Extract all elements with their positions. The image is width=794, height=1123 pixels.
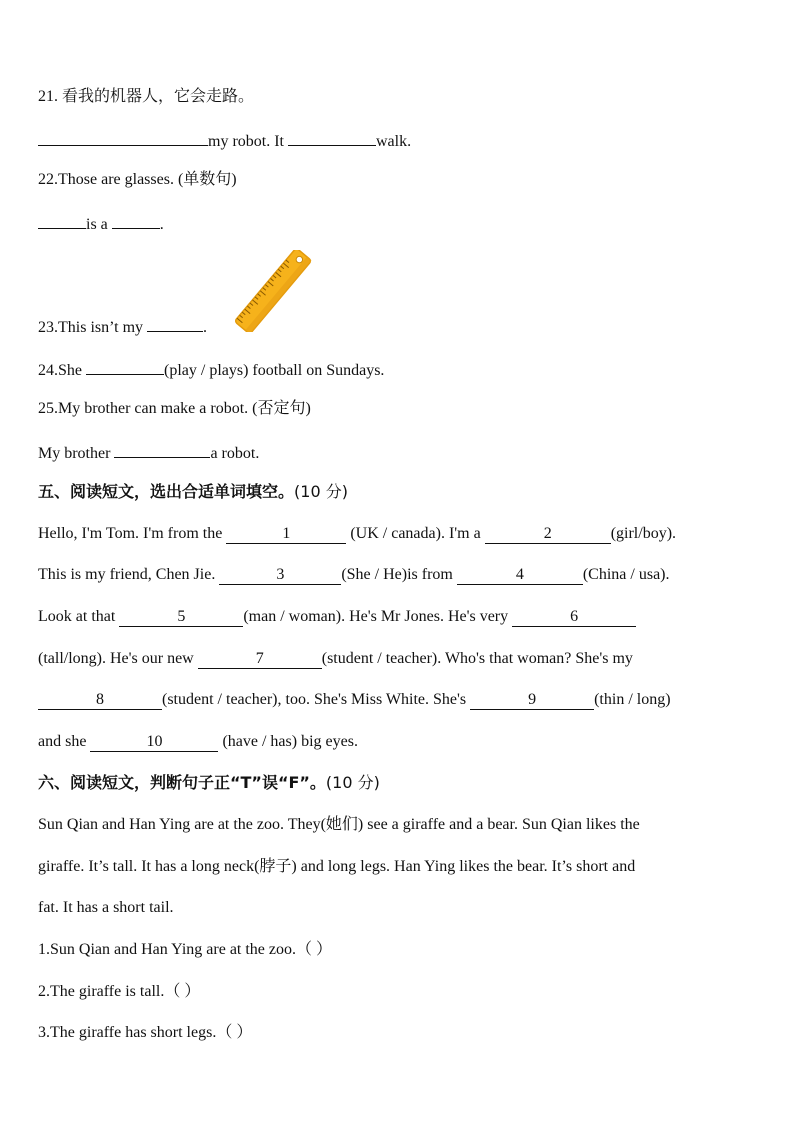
- passage-text: Hello, I'm Tom. I'm from the: [38, 525, 227, 542]
- q24-start: 24.She: [38, 362, 86, 379]
- passage-text: (tall/long). He's our new: [38, 650, 198, 667]
- q21-prompt: 21. 看我的机器人，它会走路。: [38, 88, 255, 105]
- answer-blank[interactable]: [112, 212, 160, 229]
- section5-title: 五、阅读短文，选出合适单词填空。: [38, 482, 295, 501]
- passage-text: (man / woman). He's Mr Jones. He's very: [243, 608, 513, 625]
- answer-paren[interactable]: （ ）: [216, 1024, 253, 1041]
- answer-blank[interactable]: [147, 315, 203, 332]
- q21-answer-line: [38, 129, 411, 152]
- blank-8[interactable]: 8: [38, 691, 162, 710]
- passage5-line-3: [38, 607, 636, 627]
- q24-end: (play / plays) football on Sundays.: [164, 362, 385, 379]
- blank-6[interactable]: 6: [512, 608, 636, 627]
- q21-answer-end: walk.: [376, 133, 412, 150]
- passage-text: This is my friend, Chen Jie.: [38, 566, 220, 583]
- answer-blank[interactable]: [86, 358, 164, 375]
- passage6-line-1: Sun Qian and Han Ying are at the zoo. They(她们) see a giraffe and a bear. Sun Qian likes the: [38, 816, 640, 833]
- passage5-line-6: [38, 732, 358, 752]
- answer-paren[interactable]: （ ）: [164, 983, 201, 1000]
- passage-text: (UK / canada). I'm a: [346, 525, 485, 542]
- tf-question-text: 3.The giraffe has short legs.: [38, 1024, 217, 1041]
- answer-blank[interactable]: [288, 129, 376, 146]
- q25-answer-line: [38, 441, 259, 464]
- answer-blank[interactable]: [114, 441, 210, 458]
- blank-1[interactable]: 1: [226, 525, 346, 544]
- tf-question-text: 2.The giraffe is tall.: [38, 983, 165, 1000]
- q25-answer-end: a robot.: [210, 445, 260, 462]
- passage-text: and she: [38, 733, 91, 750]
- passage5-line-2: [38, 565, 670, 585]
- tf-question-text: 1.Sun Qian and Han Ying are at the zoo.: [38, 941, 297, 958]
- answer-blank[interactable]: [38, 212, 86, 229]
- answer-paren[interactable]: （ ）: [296, 941, 333, 958]
- passage-text: (have / has) big eyes.: [218, 733, 358, 750]
- tf-question-3: [38, 1023, 252, 1043]
- q23-line: [38, 315, 207, 338]
- passage-text: (China / usa).: [582, 566, 670, 583]
- section5-score: (10 分): [294, 482, 348, 501]
- q25-prompt: 25.My brother can make a robot. (否定句): [38, 400, 311, 417]
- ruler-icon: [234, 250, 312, 332]
- q23-end: .: [203, 319, 208, 336]
- section6-title: 六、阅读短文，判断句子正“T”误“F”。: [38, 773, 326, 792]
- passage5-line-4: [38, 649, 633, 669]
- q23-prompt: 23.This isn’t my: [38, 319, 148, 336]
- passage6-line-3: fat. It has a short tail.: [38, 899, 174, 916]
- q22-answer-mid: is a: [86, 216, 112, 233]
- passage-text: (student / teacher), too. She's Miss White. She's: [162, 691, 471, 708]
- section5-heading: [38, 482, 348, 502]
- q24-line: [38, 358, 384, 381]
- blank-5[interactable]: 5: [119, 608, 243, 627]
- passage-text: (She / He)is from: [341, 566, 457, 583]
- q25-answer-start: My brother: [38, 445, 115, 462]
- section6-heading: [38, 773, 380, 793]
- q21-answer-mid: my robot. It: [208, 133, 288, 150]
- passage-text: (girl/boy).: [610, 525, 677, 542]
- blank-3[interactable]: 3: [219, 566, 341, 585]
- blank-7[interactable]: 7: [198, 650, 322, 669]
- passage-text: Look at that: [38, 608, 120, 625]
- blank-9[interactable]: 9: [470, 691, 594, 710]
- passage-text: (student / teacher). Who's that woman? She's my: [321, 650, 633, 667]
- tf-question-1: [38, 940, 332, 960]
- answer-blank[interactable]: [38, 129, 208, 146]
- passage-text: (thin / long): [594, 691, 671, 708]
- passage5-line-5: [38, 690, 671, 710]
- q22-prompt: 22.Those are glasses. (单数句): [38, 171, 237, 188]
- q22-answer-end: .: [159, 216, 164, 233]
- tf-question-2: [38, 982, 200, 1002]
- section6-score: (10 分): [325, 773, 380, 792]
- blank-2[interactable]: 2: [485, 525, 611, 544]
- passage5-line-1: [38, 524, 676, 544]
- blank-10[interactable]: 10: [90, 733, 218, 752]
- blank-4[interactable]: 4: [457, 566, 583, 585]
- q22-answer-line: [38, 212, 164, 235]
- passage6-line-2: giraffe. It’s tall. It has a long neck(脖子) and long legs. Han Ying likes the bear. It’s short and: [38, 858, 636, 875]
